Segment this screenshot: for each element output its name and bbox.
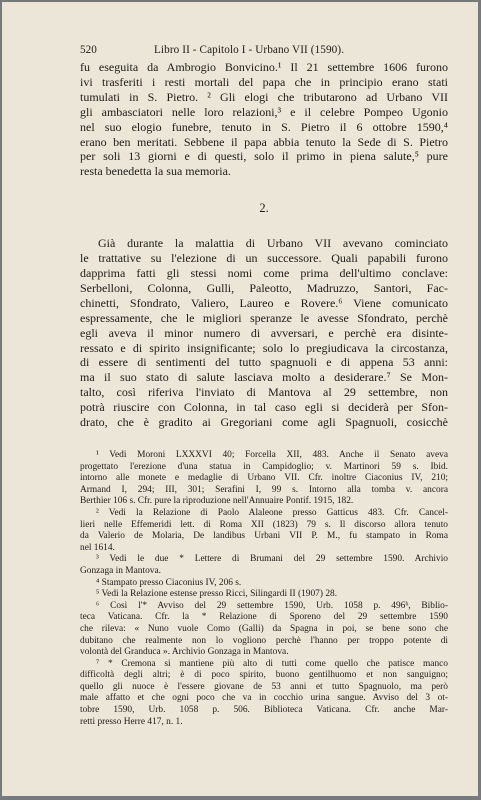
text-line: espressamente, che le migliori speranze le avesse Sfondrato, perchè xyxy=(80,310,448,325)
footnote-line: difficoltà degli altri; è di poco spirito, buono gentilhuomo et non sanguigno; xyxy=(80,670,448,681)
footnote-line: ³ Vedi le due * Lettere di Brumani del 29 settembre 1590. Archivio xyxy=(96,554,448,565)
footnote-line: tobre 1590, Urb. 1058 p. 506. Biblioteca Vaticana. Cfr. anche Mar- xyxy=(80,705,448,716)
page-number: 520 xyxy=(80,44,97,56)
footnote-line: progettato l'erezione d'una statua in Campidoglio; v. Martinori 59 s. Ibid. xyxy=(80,461,448,472)
text-line: per soli 13 giorni e di questi, solo il primo in piena salute,⁵ pure xyxy=(80,149,448,164)
text-line: ressato e di spirito insignificante; solo lo pregiudicava la circostanza, xyxy=(80,340,448,355)
section-number: 2. xyxy=(259,201,269,216)
footnote-line: Berthier 106 s. Cfr. pure la riproduzione nell'Annuaire Pontif. 1915, 182. xyxy=(80,496,354,507)
footnote-line: da Valerio de Molaria, De landibus Urbani VII P. M., fu stampato in Roma xyxy=(80,531,448,542)
footnote-line: ⁶ Così l'* Avviso del 29 settembre 1590, Urb. 1058 p. 496ᵇ, Biblio- xyxy=(96,600,448,611)
paragraph-2 xyxy=(80,236,448,430)
footnote-line: quello gli nuoce è l'essere giovane de 53 anni et tutto Spagnuolo, ma però xyxy=(80,681,448,692)
running-head: Libro II - Capitolo I - Urbano VII (1590). xyxy=(154,44,345,56)
text-line: ma il suo stato di salute lasciava molto a desiderare.⁷ Se Mon- xyxy=(80,370,448,385)
main-text xyxy=(80,60,448,430)
footnote-line: Gonzaga in Mantova. xyxy=(80,565,161,576)
text-line: potrà riuscire con Colonna, in tal caso egli si deciderà per Sfon- xyxy=(80,400,448,415)
text-line: fu eseguita da Ambrogio Bonvicino.¹ Il 21 settembre 1606 furono xyxy=(80,60,448,74)
text-line: Già durante la malattia di Urbano VII avevano cominciato xyxy=(98,236,448,251)
text-line: nel suo elogio funebre, tenuto in S. Pietro il 6 ottobre 1590,⁴ xyxy=(80,119,448,134)
footnote-line: ⁴ Stampato presso Ciaconius IV, 206 s. xyxy=(96,577,242,588)
text-line: talto, così riferiva l'inviato di Mantova al 29 settembre, non xyxy=(80,385,448,400)
footnote-line: teca Vaticana. Cfr. la * Relazione di Sporeno del 29 settembre 1590 xyxy=(80,612,448,623)
text-line: drato, che è gradito ai Gregoriani come agli Spagnuoli, cosicchè xyxy=(80,415,448,430)
text-line: tumulati in S. Pietro. ² Gli elogi che tributarono ad Urbano VII xyxy=(80,89,448,104)
text-line: ivi trasferiti i resti mortali del papa che in principio erano stati xyxy=(80,74,448,89)
text-line: egli aveva il minor numero di avversari, e perchè era disinte- xyxy=(80,325,448,340)
text-line: le trattative su l'elezione di un successore. Quali papabili furono xyxy=(80,251,448,266)
footnote-line: ⁵ Vedi la Relazione estense presso Ricci, Silingardi II (1907) 28. xyxy=(96,589,338,600)
text-line: dapprima fatti gli stessi nomi come prima dell'ultimo conclave: xyxy=(80,265,448,280)
text-line: Serbelloni, Colonna, Gulli, Paleotto, Madruzzo, Santori, Fac- xyxy=(80,280,448,295)
text-line: gli ambasciatori nelle loro relazioni,³ e il celebre Pompeo Ugonio xyxy=(80,104,448,119)
footnote-line: male affatto et che ogni poco che va in cocchio urina sangue. Avviso del 3 ot- xyxy=(80,693,448,704)
footnote-line: che rileva: « Nuno vuole Como (Galli) da Spagna in poi, se bene sono che xyxy=(80,623,448,634)
footnote-line: intorno alle monete e medaglie di Urbano VII. Cfr. inoltre Ciaconius IV, 210; xyxy=(80,473,448,484)
text-line: chinetti, Sfondrato, Valiero, Laureo e Rovere.⁶ Viene comunicato xyxy=(80,295,448,310)
footnote-line: lieri nelle Effemeridi lett. di Roma XII (1823) 79 s. Il discorso allora tenuto xyxy=(80,519,448,530)
footnote-line: dubitano che realmente non lo vogliono perchè l'hanno per troppo potente di xyxy=(80,635,448,646)
footnote-line: nel 1614. xyxy=(80,542,115,553)
footnote-line: ¹ Vedi Moroni LXXXVI 40; Forcella XII, 483. Anche il Senato aveva xyxy=(96,450,448,460)
text-line: di essere di sentimenti del tutto spagnuoli e di appena 53 anni: xyxy=(80,355,448,370)
text-line: erano ben meritati. Sebbene il papa abbia tenuto la Sede di S. Pietro xyxy=(80,134,448,149)
footnote-line: retti presso Herre 417, n. 1. xyxy=(80,716,183,727)
footnote-line: volontà del Granduca ». Archivio Gonzaga in Mantova. xyxy=(80,647,289,658)
footnote-line: Armand I, 294; III, 301; Serafini I, 99 s. Intorno alla tomba v. ancora xyxy=(80,484,448,495)
paragraph-1 xyxy=(80,60,448,179)
book-page xyxy=(2,2,478,796)
footnote-line: ² Vedi la Relazione di Paolo Alaleone presso Gatticus 483. Cfr. Cancel- xyxy=(96,507,448,518)
footnote-line: ⁷ * Cremona si mantiene più alto di tutti come quello che patisce manco xyxy=(96,658,448,669)
footnotes xyxy=(80,450,448,728)
text-line: resta benedetta la sua memoria. xyxy=(80,164,231,179)
